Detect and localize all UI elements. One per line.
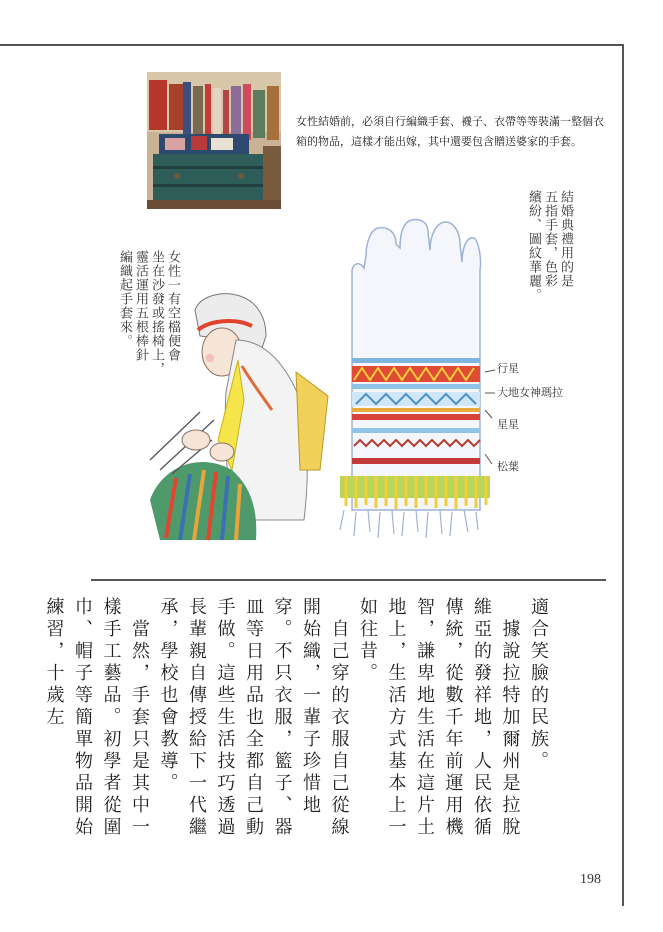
label-planet: 行星 [497,362,519,375]
label-earth-goddess-mara: 大地女神瑪拉 [497,386,563,399]
trunk-photo [147,72,281,209]
page-frame-right-border [622,44,624,906]
label-star: 星星 [497,418,519,431]
page-number: 198 [580,872,601,887]
wedding-glove-note: 結婚典禮用的是 五指手套，色彩 繽紛、圖紋華麗。 [526,190,573,302]
body-text [43,597,552,847]
body-paragraph: 據說拉特加爾州是拉脫維亞的發祥地，人民依循傳統，從數千年前運用機智，謙卑地生活在這片土地上，生活方式基本上一如往昔。 [357,597,521,839]
body-paragraph: 自己穿的衣服自己從線開始織，一輩子珍惜地穿。不只衣服，籃子、器皿等日用品也全都自己動手做。這些生活技巧透過長輩親自傳授給下一代繼承，學校也會教導。 [157,597,350,839]
body-paragraph: 當然，手套只是其中一樣手工藝品。初學者從圍巾、帽子等簡單物品開始練習，十歲左 [43,597,150,839]
label-pine-needle: 松葉 [497,460,519,473]
body-paragraph: 適合笑臉的民族。 [528,597,549,773]
glove-illustration [340,220,495,539]
photo-caption: 女性結婚前，必須自行編織手套、襪子、衣帶等等裝滿一整個衣箱的物品，這樣才能出嫁，其中還要包含贈送婆家的手套。 [296,115,604,148]
woman-knitting-note: 女性一有空檔便會 坐在沙發或搖椅上， 靈活運用五根棒針 編織起手套來。 [117,250,180,376]
page-frame-top-border [0,44,624,46]
section-divider [91,579,606,581]
